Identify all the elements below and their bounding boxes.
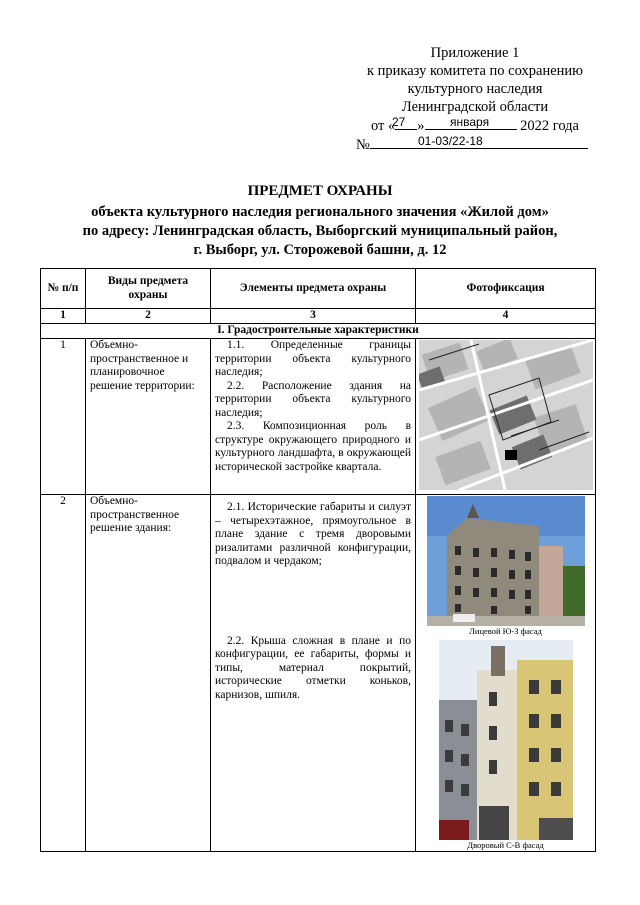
row-photos <box>416 495 596 852</box>
title-line-4: г. Выборг, ул. Сторожевой башни, д. 12 <box>193 242 447 258</box>
order-day: 27 <box>392 115 406 129</box>
facade-photo-ne <box>439 640 573 840</box>
col-header-type: Виды предмета охраны <box>86 269 211 309</box>
col-header-photo: Фотофиксация <box>416 269 596 309</box>
column-number-row: 1 2 3 4 <box>41 309 596 324</box>
title-line-2: объекта культурного наследия регионального значения «Жилой дом» <box>91 204 549 220</box>
photo-caption-ne: Дворовый С-В фасад <box>467 840 544 850</box>
document-title <box>40 182 600 260</box>
order-reference-2: культурного наследия <box>407 81 543 97</box>
order-number-value: 01-03/22-18 <box>418 134 483 148</box>
order-date: от « » 2022 года 27 января <box>370 115 579 134</box>
cadastral-map-image <box>419 340 593 490</box>
table-row <box>41 495 596 852</box>
col-header-elements: Элементы предмета охраны <box>211 269 416 309</box>
title-main: ПРЕДМЕТ ОХРАНЫ <box>247 183 393 199</box>
appendix-label: Приложение 1 <box>430 45 520 61</box>
col-header-num: № п/п <box>41 269 86 309</box>
facade-photo-sw <box>427 496 585 626</box>
protection-table <box>40 268 596 852</box>
section-heading: I. Градостроительные характеристики <box>41 324 596 339</box>
row-photo <box>416 339 596 495</box>
row-type: Объемно-пространственное и планировочное решение территории: <box>86 339 211 495</box>
photo-caption-sw: Лицевой Ю-З фасад <box>469 626 542 636</box>
row-number: 2 <box>41 495 86 852</box>
table-row <box>41 339 596 495</box>
order-reference-3: Ленинградской области <box>401 99 549 115</box>
row-elements: 2.1. Исторические габариты и силуэт – четырехэтажное, прямоугольное в плане здание с тремя дворовыми ризалитами различной конфигурации, подвалом и чердаком; 2.2. Крыша сложная в плане и по конфигурации, ее габариты, формы и типы, материал покрытий, исторические отметки коньков, карнизов, шпиля. <box>211 495 416 852</box>
order-reference: к приказу комитета по сохранению <box>366 63 583 79</box>
row-elements: 1.1. Определенные границы территории объекта культурного наследия; 2.2. Расположение здания на территории объекта культурного наследия; 2.3. Композиционная роль в структуре окружающего природного и культурного ландшафта, в окружающей исторической застройке квартала. <box>211 339 416 495</box>
row-type: Объемно-пространственное решение здания: <box>86 495 211 852</box>
order-number: № 01-03/22-18 <box>356 135 600 154</box>
section-heading-row <box>41 324 596 339</box>
title-line-3: по адресу: Ленинградская область, Выборгский муниципальный район, <box>82 223 558 239</box>
order-month: января <box>450 115 490 129</box>
appendix-header <box>350 44 600 154</box>
table-header-row <box>41 269 596 309</box>
row-number: 1 <box>41 339 86 495</box>
